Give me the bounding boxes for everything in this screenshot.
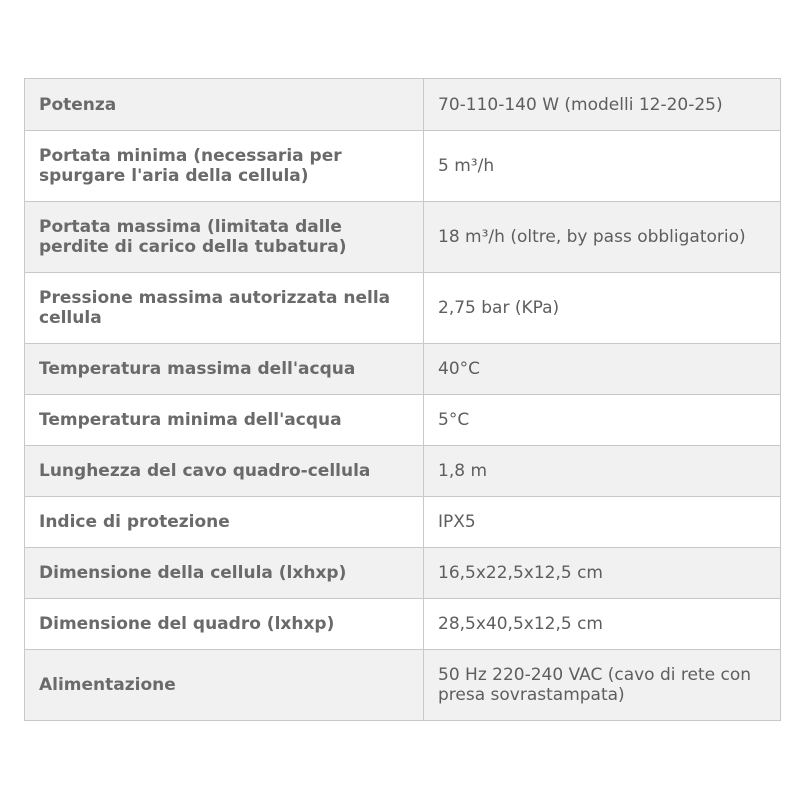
spec-table	[24, 78, 781, 721]
spec-value: 70-110-140 W (modelli 12-20-25)	[424, 79, 781, 131]
spec-value: 28,5x40,5x12,5 cm	[424, 599, 781, 650]
spec-label: Dimensione del quadro (lxhxp)	[25, 599, 424, 650]
table-row	[25, 202, 781, 273]
table-row	[25, 650, 781, 721]
table-row	[25, 497, 781, 548]
table-row	[25, 446, 781, 497]
table-row	[25, 548, 781, 599]
spec-value: 40°C	[424, 344, 781, 395]
spec-label: Portata massima (limitata dalle perdite di carico della tubatura)	[25, 202, 424, 273]
spec-value: 16,5x22,5x12,5 cm	[424, 548, 781, 599]
spec-label: Temperatura massima dell'acqua	[25, 344, 424, 395]
spec-label: Potenza	[25, 79, 424, 131]
table-row	[25, 131, 781, 202]
table-row	[25, 395, 781, 446]
spec-label: Temperatura minima dell'acqua	[25, 395, 424, 446]
spec-label: Lunghezza del cavo quadro-cellula	[25, 446, 424, 497]
spec-value: 18 m³/h (oltre, by pass obbligatorio)	[424, 202, 781, 273]
spec-value: 2,75 bar (KPa)	[424, 273, 781, 344]
table-row	[25, 599, 781, 650]
table-row	[25, 344, 781, 395]
spec-value: 5°C	[424, 395, 781, 446]
table-row	[25, 273, 781, 344]
table-row	[25, 79, 781, 131]
spec-label: Portata minima (necessaria per spurgare l'aria della cellula)	[25, 131, 424, 202]
spec-label: Dimensione della cellula (lxhxp)	[25, 548, 424, 599]
spec-label: Alimentazione	[25, 650, 424, 721]
spec-value: 5 m³/h	[424, 131, 781, 202]
spec-label: Pressione massima autorizzata nella cellula	[25, 273, 424, 344]
spec-value: 50 Hz 220-240 VAC (cavo di rete con presa sovrastampata)	[424, 650, 781, 721]
spec-value: IPX5	[424, 497, 781, 548]
spec-value: 1,8 m	[424, 446, 781, 497]
spec-label: Indice di protezione	[25, 497, 424, 548]
